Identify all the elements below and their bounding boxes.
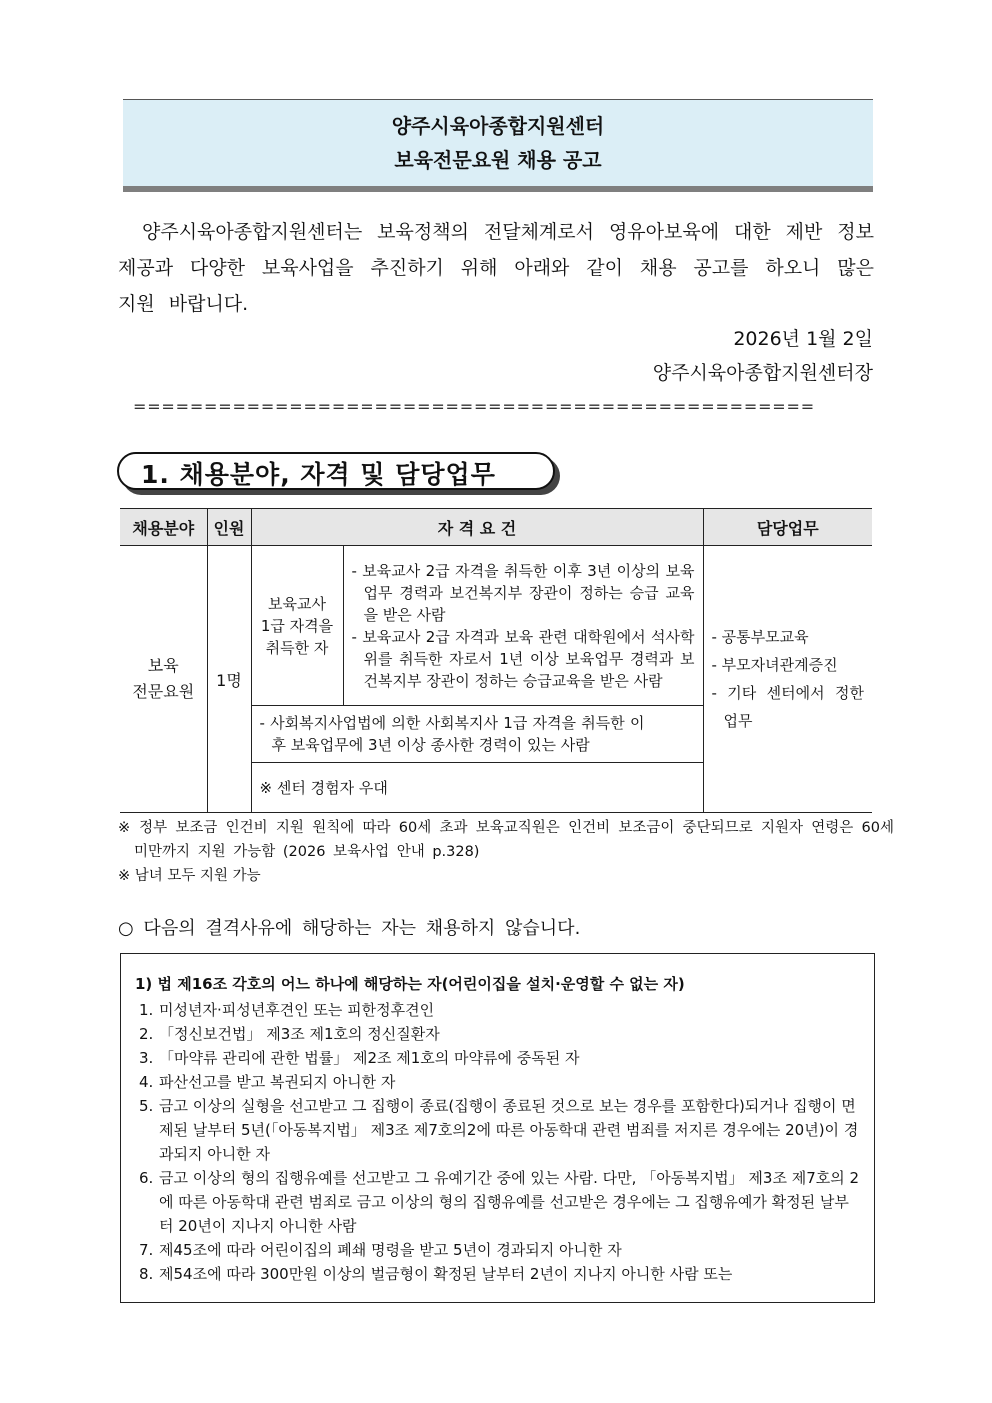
notice-date: 2026년 1월 2일 <box>733 328 873 350</box>
section-1-heading-box <box>117 452 555 490</box>
center-name-title: 양주시육아종합지원센터 <box>391 114 605 138</box>
list-item <box>135 1262 860 1286</box>
list-item <box>135 1046 860 1070</box>
notice-signer: 양주시육아종합지원센터장 <box>652 362 873 384</box>
list-item <box>135 998 860 1022</box>
list-item-text: 제54조에 따라 300만원 이상의 벌금형이 확정된 날부터 2년이 지나지 아니한 사람 또는 <box>159 1265 733 1283</box>
list-item-text: 미성년자·피성년후견인 또는 피한정후견인 <box>159 1001 435 1019</box>
header-duty: 담당업무 <box>703 509 872 546</box>
title-banner <box>123 99 873 192</box>
list-item <box>135 1094 860 1166</box>
count-cell: 1명 <box>207 546 251 813</box>
duty-item-2: - 부모자녀관계증진 <box>711 656 838 674</box>
qual-group-cell <box>251 546 343 706</box>
header-field: 채용분야 <box>120 509 207 546</box>
intro-paragraph: 양주시육아종합지원센터는 보육정책의 전달체계로서 영유아보육에 대한 제반 정보제공과 다양한 보육사업을 추진하기 위해 아래와 같이 채용 공고를 하오니 많은 지원 바랍니다. <box>118 221 874 315</box>
divider-line: ================================================ <box>133 397 815 416</box>
list-item-number: 3. <box>139 1049 154 1067</box>
list-item <box>135 1238 860 1262</box>
list-item <box>135 1166 860 1238</box>
list-item-number: 4. <box>139 1073 154 1091</box>
qual-social: - 사회복지사업법에 의한 사회복지사 1급 자격을 취득한 이후 보육업무에 3년 이상 종사한 경력이 있는 사람 <box>259 714 645 754</box>
qual-group-line-1: 보육교사 <box>268 594 326 613</box>
qual-group-line-3: 취득한 자 <box>265 638 329 657</box>
duty-item-1: - 공통부모교육 <box>711 628 809 646</box>
list-item-number: 8. <box>139 1265 154 1283</box>
list-item-number: 1. <box>139 1001 154 1019</box>
list-item <box>135 1022 860 1046</box>
list-item-text: 「정신보건법」 제3조 제1호의 정신질환자 <box>159 1025 440 1043</box>
table-row <box>120 546 872 706</box>
field-cell <box>120 546 207 813</box>
list-item-text: 「마약류 관리에 관한 법률」 제2조 제1호의 마약류에 중독된 자 <box>159 1049 580 1067</box>
header-count: 인원 <box>207 509 251 546</box>
notice-title: 보육전문요원 채용 공고 <box>394 148 602 172</box>
duty-cell <box>703 546 872 813</box>
list-item-number: 5. <box>139 1097 154 1115</box>
qual-social-cell <box>251 706 703 763</box>
list-item <box>135 1070 860 1094</box>
recruitment-table <box>120 508 872 813</box>
duty-item-3: - 기타 센터에서 정한 업무 <box>711 684 864 730</box>
list-item-number: 2. <box>139 1025 154 1043</box>
list-item-text: 금고 이상의 형의 집행유예를 선고받고 그 유예기간 중에 있는 사람. 다만, 「아동복지법」 제3조 제7호의 2에 따른 아동학대 관련 범죄로 금고 이상의 형의 집행유예를 선고받은 경우에는 그 집행유예가 확정된 날부터 20년이 지나지 아니한 사람 <box>159 1169 860 1235</box>
disqualification-heading: 1) 법 제16조 각호의 어느 하나에 해당하는 자(어린이집을 설치·운영할 수 없는 자) <box>135 975 685 993</box>
qual-sub-1: - 보육교사 2급 자격을 취득한 이후 3년 이상의 보육업무 경력과 보건복지부 장관이 정하는 승급 교육을 받은 사람 <box>351 561 695 624</box>
field-line-1: 보육 <box>147 656 179 675</box>
header-qualification: 자 격 요 건 <box>251 509 703 546</box>
qual-sub-cell <box>343 546 703 706</box>
list-item-number: 6. <box>139 1169 154 1187</box>
qual-pref-cell: ※ 센터 경험자 우대 <box>251 763 703 813</box>
section-1-heading: 1. 채용분야, 자격 및 담당업무 <box>141 460 496 489</box>
field-line-2: 전문요원 <box>132 682 195 701</box>
note-age-limit: ※ 정부 보조금 인건비 지원 원칙에 따라 60세 초과 보육교직원은 인건비 보조금이 중단되므로 지원자 연령은 60세 미만까지 지원 가능함 (2026 보육사업 안내 p.328) <box>118 820 894 860</box>
note-gender: ※ 남녀 모두 지원 가능 <box>118 868 261 884</box>
list-item-text: 파산선고를 받고 복권되지 아니한 자 <box>159 1073 396 1091</box>
qual-sub-2: - 보육교사 2급 자격과 보육 관련 대학원에서 석사학위를 취득한 자로서 1년 이상 보육업무 경력과 보건복지부 장관이 정하는 승급교육을 받은 사람 <box>351 627 695 690</box>
qual-group-line-2: 1급 자격을 <box>260 616 334 635</box>
list-item-text: 제45조에 따라 어린이집의 폐쇄 명령을 받고 5년이 경과되지 아니한 자 <box>159 1241 622 1259</box>
list-item-number: 7. <box>139 1241 154 1259</box>
disqualification-box <box>120 953 875 1303</box>
table-header-row <box>120 509 872 546</box>
list-item-text: 금고 이상의 실형을 선고받고 그 집행이 종료(집행이 종료된 것으로 보는 경우를 포함한다)되거나 집행이 면제된 날부터 5년(「아동복지법」 제3조 제7호의2에 따른 아동학대 관련 범죄를 저지른 경우에는 20년)이 경과되지 아니한 자 <box>159 1097 859 1163</box>
disqualification-intro: ○ 다음의 결격사유에 해당하는 자는 채용하지 않습니다. <box>118 918 581 939</box>
